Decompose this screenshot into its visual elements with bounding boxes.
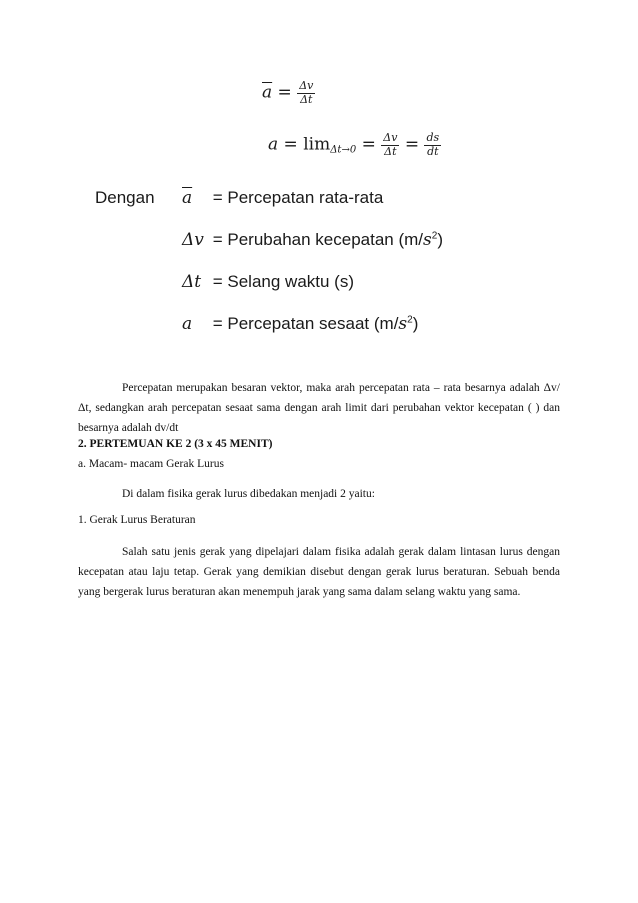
definition-row bbox=[182, 314, 418, 334]
denominator: dt bbox=[427, 144, 439, 158]
fraction bbox=[297, 80, 315, 106]
paragraph-acceleration-vector bbox=[78, 378, 560, 438]
unit-symbol: s bbox=[398, 314, 408, 334]
definition-row bbox=[182, 272, 354, 292]
definition-symbol: Δv bbox=[182, 230, 204, 250]
numerator: ds bbox=[426, 131, 440, 144]
definition-text: = Perubahan kecepatan (m/ bbox=[212, 230, 424, 249]
closing-paren: ) bbox=[437, 230, 443, 249]
unit-exponent: 2 bbox=[407, 314, 413, 326]
equals-sign: = bbox=[277, 82, 292, 103]
equals-sign: = bbox=[361, 134, 376, 155]
section-heading: 2. PERTEMUAN KE 2 (3 x 45 MENIT) bbox=[78, 438, 273, 450]
paragraph-text: Percepatan merupakan besaran vektor, maka arah percepatan rata – rata besarnya adalah Δv/Δt, sedangkan arah percepatan sesaat sama dengan arah limit dari perubahan vektor kecepatan ( ) dan besarnya adalah dv/dt bbox=[78, 382, 560, 434]
paragraph-text: Salah satu jenis gerak yang dipelajari dalam fisika adalah gerak dalam lintasan lurus dengan kecepatan atau laju tetap. Gerak yang demikian disebut dengan gerak lurus beraturan. Sebuah benda yang bergerak lurus beraturan akan menempuh jarak yang sama dalam selang waktu yang sama. bbox=[78, 546, 560, 598]
denominator: Δt bbox=[384, 144, 397, 158]
unit-symbol: s bbox=[423, 230, 432, 250]
formula-image bbox=[90, 70, 460, 360]
list-item-heading: 1. Gerak Lurus Beraturan bbox=[78, 514, 196, 526]
definition-text: = Percepatan sesaat (m/ bbox=[212, 314, 399, 333]
definition-text: = Selang waktu (s) bbox=[212, 272, 354, 291]
instantaneous-acceleration-formula bbox=[268, 132, 441, 158]
symbol-a-bar: $\overline{a}$ bbox=[262, 82, 273, 103]
closing-paren: ) bbox=[412, 314, 419, 333]
definition-symbol: Δt bbox=[182, 272, 202, 292]
fraction bbox=[424, 132, 441, 158]
definition-row bbox=[182, 188, 383, 208]
paragraph-glb bbox=[78, 542, 560, 602]
subsection-heading: a. Macam- macam Gerak Lurus bbox=[78, 458, 224, 470]
definitions-lead: Dengan bbox=[95, 188, 155, 207]
definition-symbol: $\overline{a}$ bbox=[182, 188, 193, 208]
definition-row bbox=[182, 230, 443, 250]
denominator: Δt bbox=[300, 92, 313, 106]
numerator: Δv bbox=[383, 131, 398, 144]
definition-text: = Percepatan rata-rata bbox=[212, 188, 384, 207]
symbol-a: a bbox=[268, 134, 279, 155]
limit-subscript: Δt→0 bbox=[330, 144, 357, 156]
unit-exponent: 2 bbox=[431, 230, 438, 242]
definition-symbol: a bbox=[182, 314, 193, 334]
limit-operator: = lim bbox=[283, 134, 331, 155]
paragraph-intro: Di dalam fisika gerak lurus dibedakan menjadi 2 yaitu: bbox=[122, 488, 375, 500]
numerator: Δv bbox=[299, 79, 314, 92]
equals-sign: = bbox=[404, 134, 420, 155]
fraction bbox=[381, 132, 399, 158]
average-acceleration-formula bbox=[262, 80, 315, 106]
